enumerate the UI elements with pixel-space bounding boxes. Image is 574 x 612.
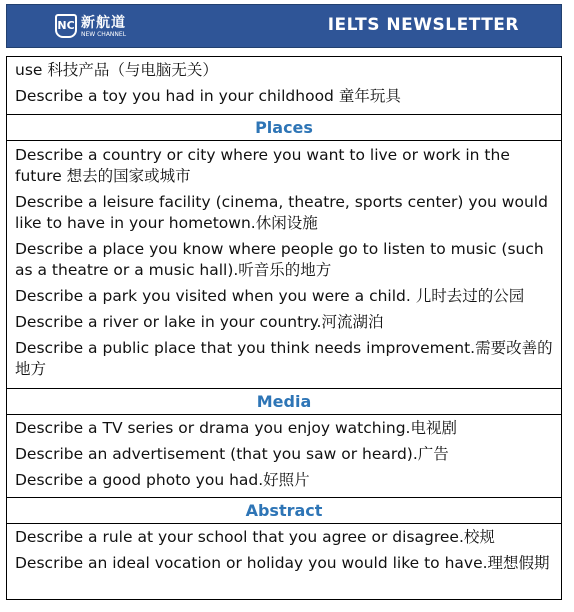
section-label: Places — [255, 118, 313, 137]
topic-item: Describe a place you know where people go to listen to music (such as a theatre or a music hall).听音乐的地方 — [15, 240, 544, 279]
topic-item: Describe a leisure facility (cinema, theatre, sports center) you would like to have in your hometown.休闲设施 — [15, 193, 548, 232]
table-row — [7, 57, 561, 114]
abstract-row — [7, 523, 561, 599]
topic-item: Describe a TV series or drama you enjoy watching.电视剧 — [15, 419, 457, 437]
media-row — [7, 414, 561, 497]
topic-item: Describe a good photo you had.好照片 — [15, 471, 310, 489]
logo-english-text: NEW CHANNEL — [81, 31, 127, 38]
topic-item: Describe a country or city where you want to live or work in the future 想去的国家或城市 — [15, 146, 510, 185]
topic-table — [6, 56, 562, 600]
section-label: Abstract — [245, 501, 323, 520]
newsletter-title: IELTS NEWSLETTER — [327, 15, 519, 35]
topic-item: use 科技产品（与电脑无关） — [15, 61, 218, 79]
section-label: Media — [256, 392, 312, 411]
logo-chinese-text: 新航道 — [81, 15, 126, 31]
new-channel-logo — [55, 12, 145, 42]
topic-item: Describe a rule at your school that you agree or disagree.校规 — [15, 528, 495, 546]
topic-item: Describe a park you visited when you were a child. 儿时去过的公园 — [15, 287, 525, 305]
topic-item: Describe a toy you had in your childhood 童年玩具 — [15, 87, 401, 105]
newsletter-header — [6, 4, 562, 48]
places-row — [7, 140, 561, 388]
topic-item: Describe an advertisement (that you saw or heard).广告 — [15, 445, 449, 463]
section-header-media — [7, 388, 561, 414]
section-header-places — [7, 114, 561, 140]
topic-item: Describe a public place that you think needs improvement.需要改善的地方 — [15, 339, 553, 378]
topic-item: Describe a river or lake in your country.河流湖泊 — [15, 313, 384, 331]
logo-badge-icon: NC — [55, 14, 77, 38]
section-header-abstract — [7, 497, 561, 523]
topic-item: Describe an ideal vocation or holiday you would like to have.理想假期 — [15, 554, 550, 572]
